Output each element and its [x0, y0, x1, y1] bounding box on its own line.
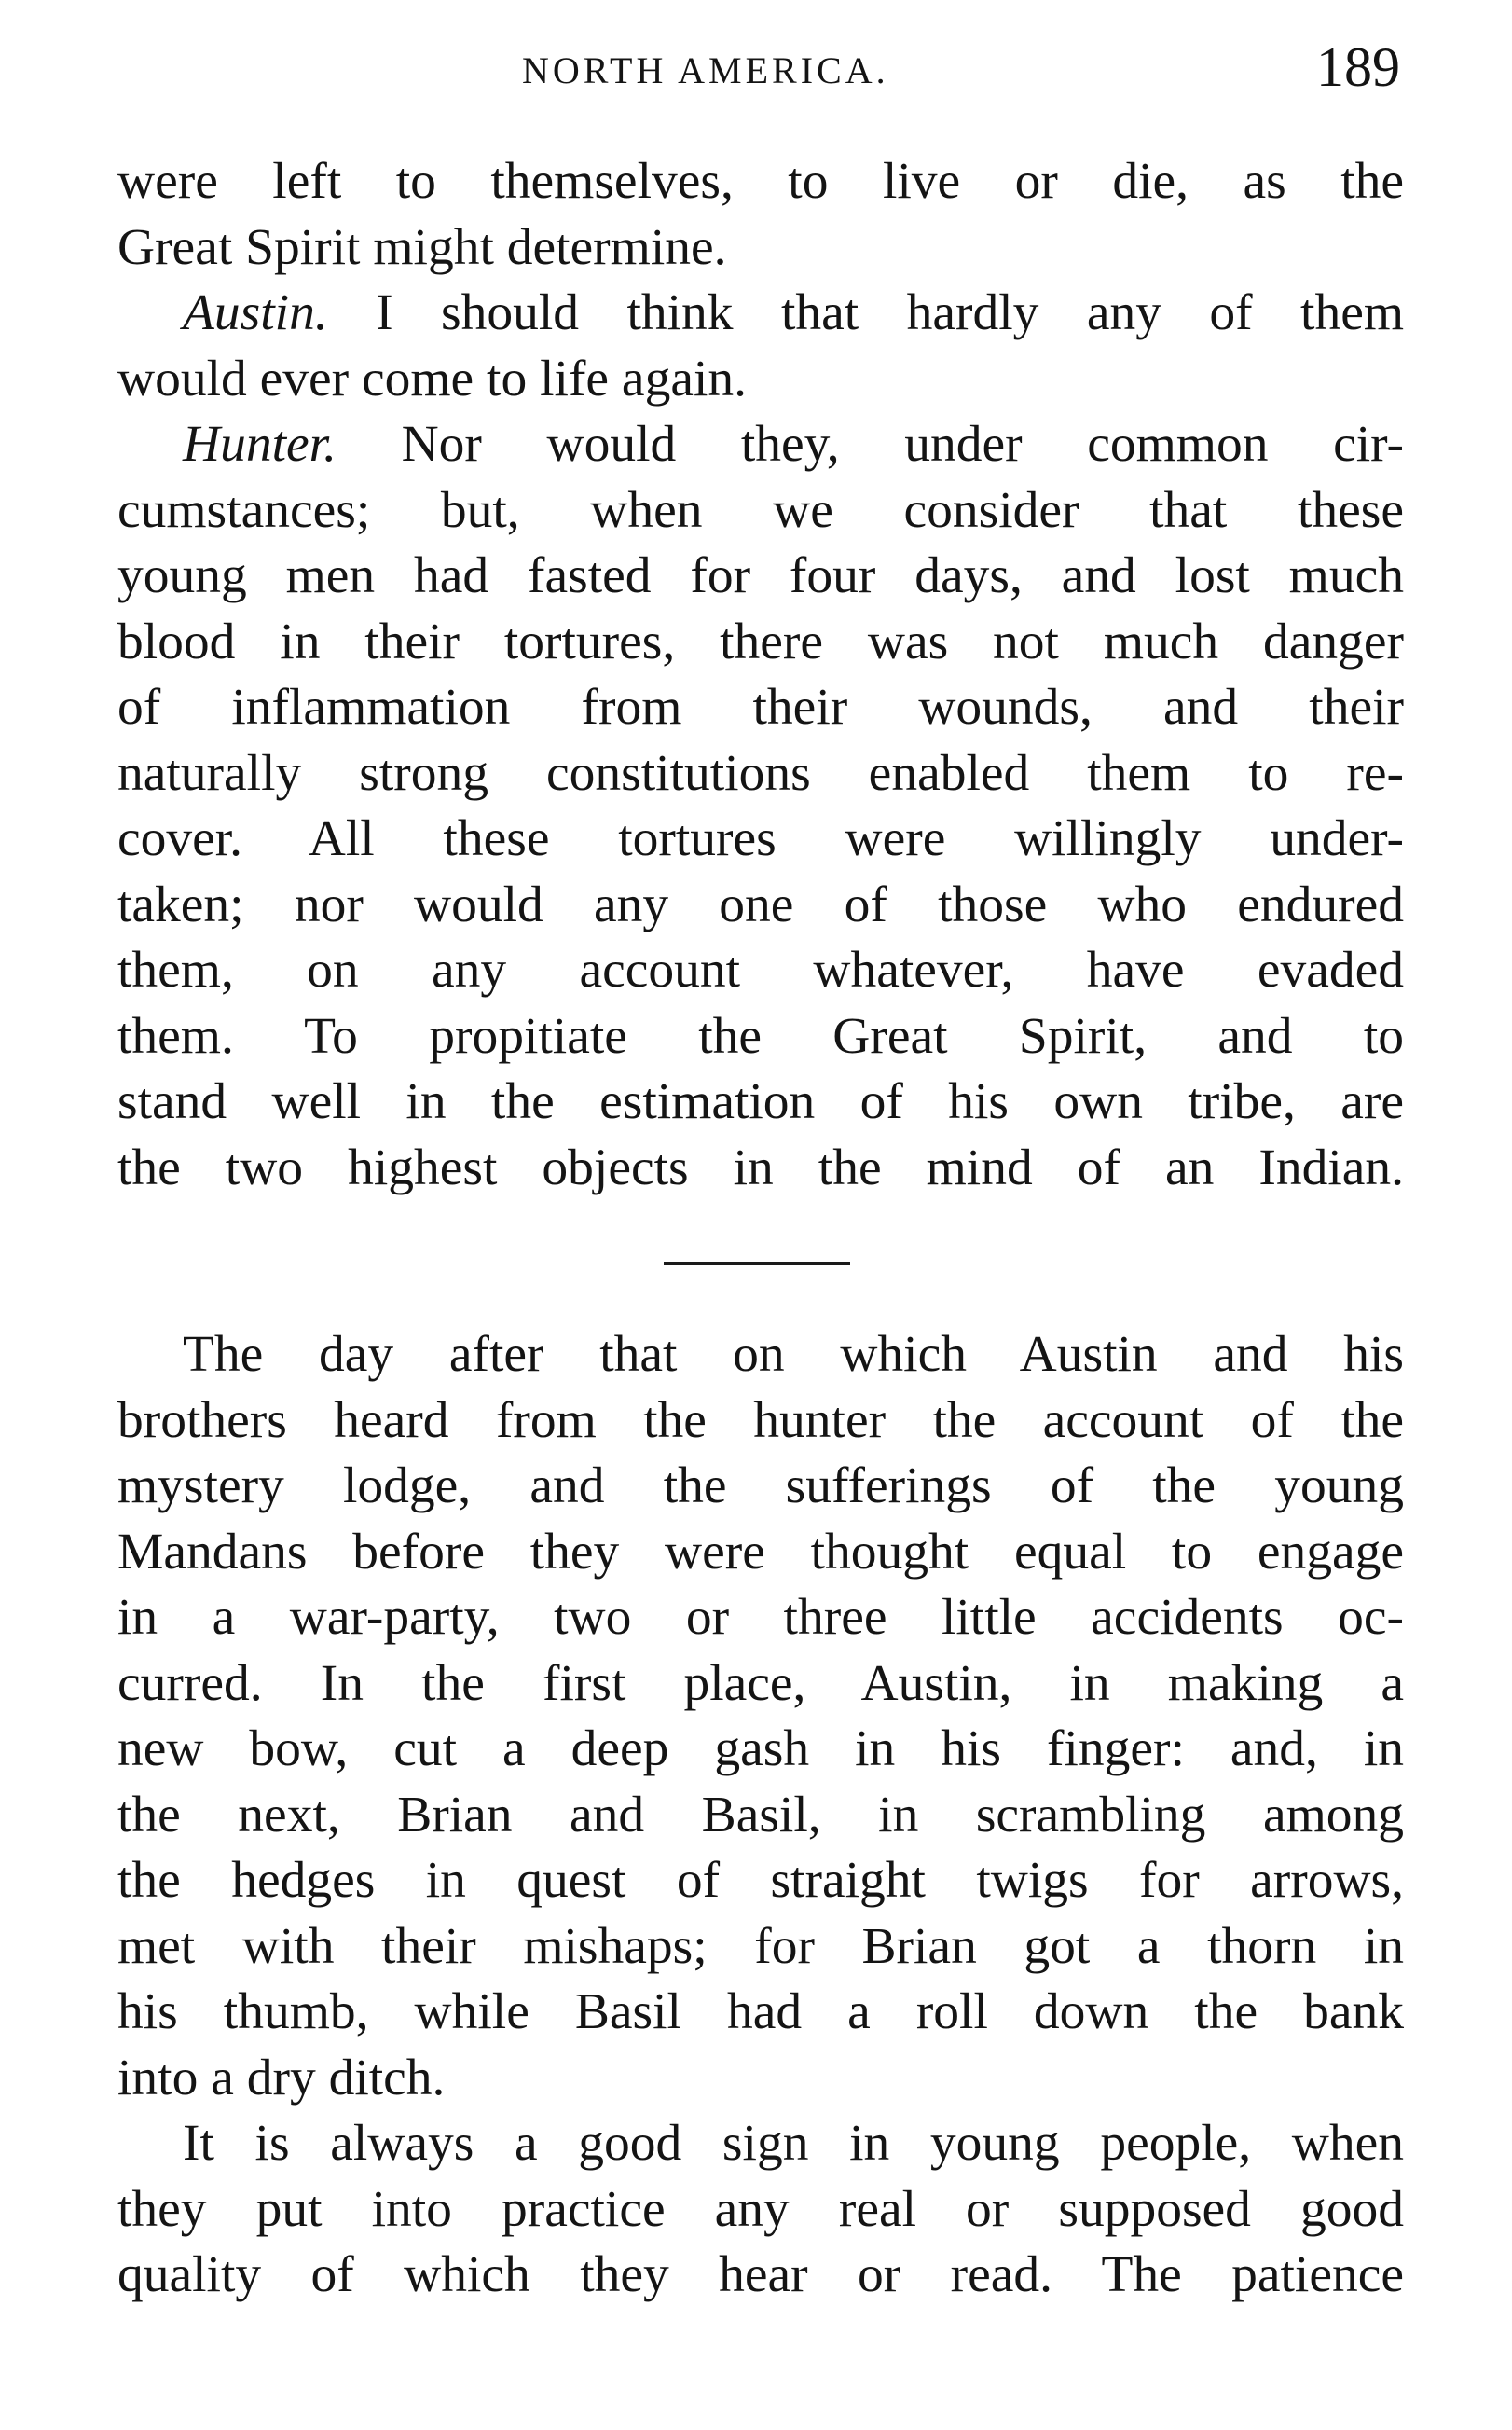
- text-line: young men had fasted for four days, and lost much: [117, 547, 1404, 604]
- text-line: quality of which they hear or read. The patience: [117, 2246, 1404, 2303]
- narrative-section: [117, 1322, 1404, 2309]
- text-line: cover. All these tortures were willingly under-: [117, 810, 1404, 867]
- text-line: The day after that on which Austin and his: [183, 1326, 1404, 1383]
- text-line: his thumb, while Basil had a roll down the bank: [117, 1983, 1404, 2040]
- text-line: brothers heard from the hunter the account of the: [117, 1391, 1404, 1449]
- page-header: [0, 35, 1512, 101]
- text-line: met with their mishaps; for Brian got a thorn in: [117, 1917, 1404, 1975]
- text-line: It is always a good sign in young people, when: [183, 2115, 1404, 2172]
- text-line: mystery lodge, and the sufferings of the young: [117, 1457, 1404, 1514]
- text-line: curred. In the first place, Austin, in making a: [117, 1654, 1404, 1712]
- text-line: them. To propitiate the Great Spirit, and to: [117, 1007, 1404, 1065]
- speaker-name: Austin.: [183, 284, 328, 341]
- text-line: would ever come to life again.: [117, 350, 747, 407]
- text-line: were left to themselves, to live or die, as the: [117, 153, 1404, 210]
- text-line: blood in their tortures, there was not much danger: [117, 613, 1404, 670]
- dialogue-section: [117, 149, 1404, 1201]
- page-number: 189: [1316, 36, 1400, 98]
- dialogue-text: Nor would they, under common cir-: [336, 416, 1404, 473]
- text-line: the hedges in quest of straight twigs for arrows,: [117, 1852, 1404, 1909]
- text-line: of inflammation from their wounds, and their: [117, 679, 1404, 736]
- text-line: the next, Brian and Basil, in scrambling among: [117, 1786, 1404, 1843]
- dialogue-line: [117, 281, 1404, 347]
- section-divider: [664, 1262, 850, 1265]
- text-line: taken; nor would any one of those who endured: [117, 876, 1404, 933]
- text-line: naturally strong constitutions enabled them to re-: [117, 744, 1404, 802]
- text-line: Great Spirit might determine.: [117, 218, 727, 276]
- text-line: they put into practice any real or supposed good: [117, 2180, 1404, 2238]
- text-line: them, on any account whatever, have evaded: [117, 942, 1404, 999]
- text-line: cumstances; but, when we consider that these: [117, 481, 1404, 539]
- dialogue-line: [117, 412, 1404, 478]
- text-line: the two highest objects in the mind of an Indian.: [117, 1139, 1404, 1196]
- text-line: stand well in the estimation of his own tribe, are: [117, 1073, 1404, 1130]
- speaker-name: Hunter.: [183, 416, 337, 473]
- text-line: in a war-party, two or three little accidents oc-: [117, 1589, 1404, 1646]
- text-line: into a dry ditch.: [117, 2049, 446, 2106]
- running-head: NORTH AMERICA.: [522, 49, 889, 91]
- text-line: new bow, cut a deep gash in his finger: and, in: [117, 1720, 1404, 1777]
- text-line: Mandans before they were thought equal to engage: [117, 1523, 1404, 1581]
- dialogue-text: I should think that hardly any of them: [327, 284, 1404, 341]
